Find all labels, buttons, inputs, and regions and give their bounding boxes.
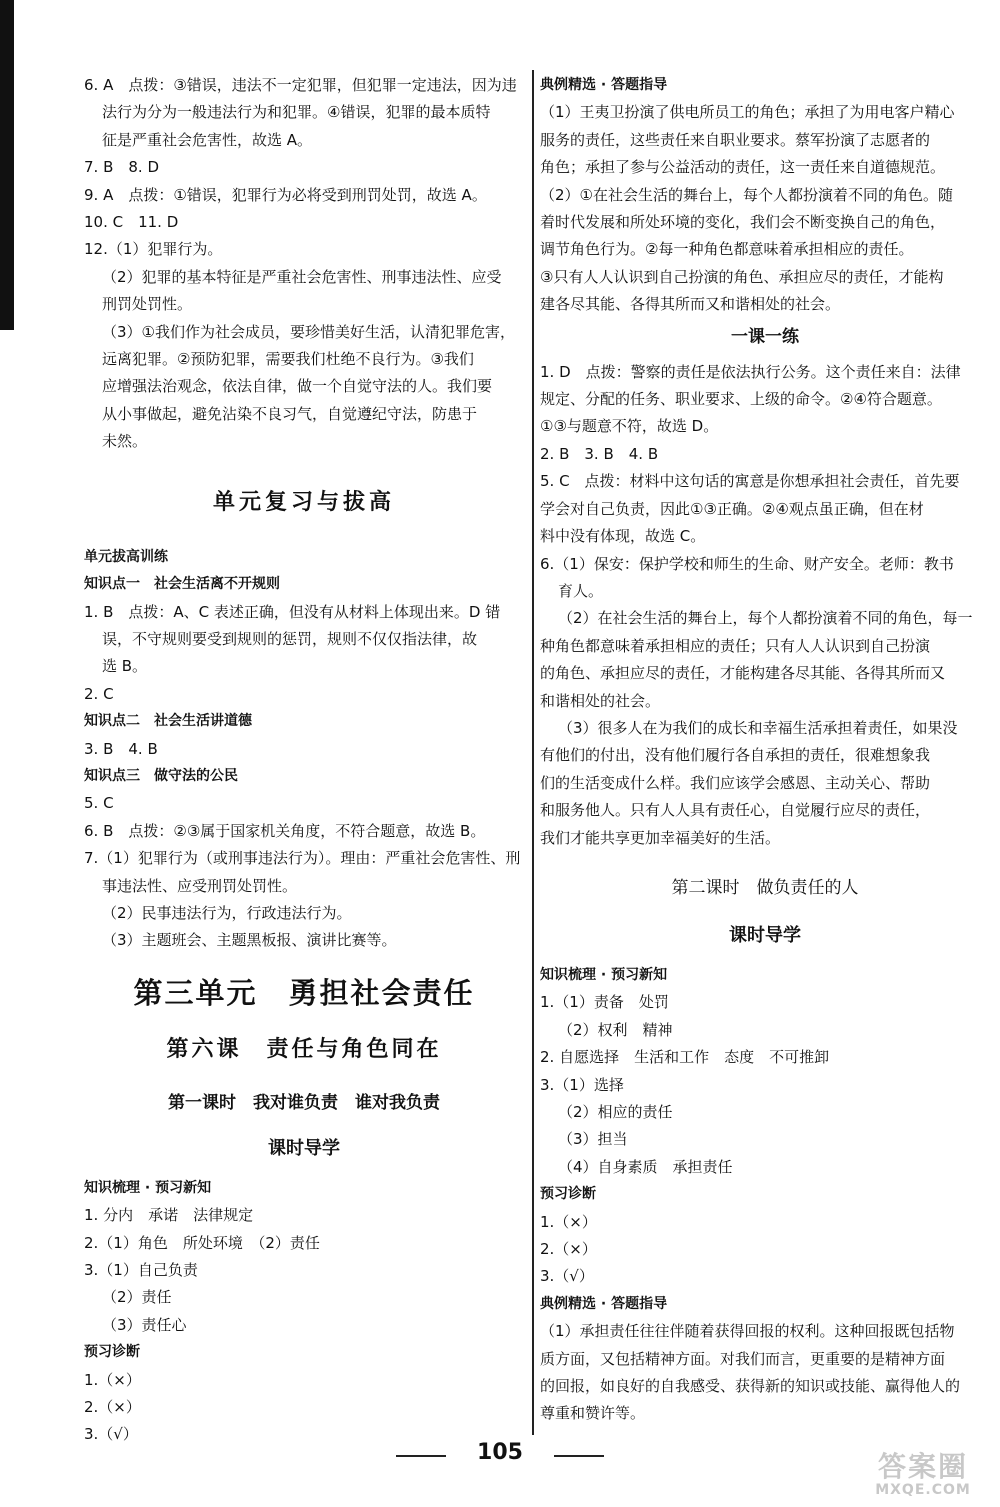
text-line: （1）王夷卫扮演了供电所员工的角色；承担了为用电客户精心 [540, 103, 955, 122]
watermark [858, 1452, 988, 1502]
text-line: 未然。 [102, 432, 148, 451]
footer-rule-right [554, 1455, 604, 1457]
watermark-url: MXQE.COM [875, 1482, 971, 1498]
subsection-label: 单元拔高训练 [84, 548, 168, 565]
text-line: 学会对自己负责，因此①③正确。②④观点虽正确，但在材 [540, 499, 924, 518]
text-line: 2.（×） [84, 1398, 141, 1417]
text-line: 和谐相处的社会。 [540, 691, 661, 710]
text-line: 规定、分配的任务、职业要求、上级的命令。②④符合题意。 [540, 390, 942, 409]
text-line: 角色；承担了参与公益活动的责任，这一责任来自道德规范。 [540, 158, 946, 177]
guide-title: 课时导学 [729, 924, 801, 946]
text-line: （3）①我们作为社会成员，要珍惜美好生活，认清犯罪危害， [102, 322, 515, 341]
subsection-label: 知识梳理 · 预习新知 [84, 1179, 212, 1196]
column-divider [532, 70, 534, 1435]
text-line: 事违法性、应受刑罚处罚性。 [102, 876, 298, 895]
page-number: 105 [477, 1440, 523, 1465]
text-line: 调节角色行为。②每一种角色都意味着承担相应的责任。 [540, 240, 914, 259]
text-line: 料中没有体现，故选 C。 [540, 527, 706, 546]
left-column [84, 72, 524, 1449]
right-column [540, 72, 990, 1428]
subsection-label: 预习诊断 [84, 1344, 140, 1361]
text-line: 尊重和赞许等。 [540, 1404, 646, 1423]
lesson-title: 第六课 责任与角色同在 [166, 1036, 442, 1062]
text-line: 误，不守规则要受到规则的惩罚，规则不仅仅指法律，故 [102, 629, 478, 648]
text-line: 我们才能共享更加幸福美好的生活。 [540, 828, 781, 847]
period-title: 第二课时 做负责任的人 [671, 877, 859, 898]
text-line: （3）主题班会、主题黑板报、演讲比赛等。 [102, 931, 397, 950]
subsection-label: 典例精选 · 答题指导 [540, 1295, 668, 1312]
text-line: 7.（1）犯罪行为（或刑事违法行为）。理由：严重社会危害性、刑 [84, 849, 521, 868]
text-line: 6. A 点拨：③错误，违法不一定犯罪，但犯罪一定违法，因为违 [84, 76, 517, 94]
text-line: 3.（√） [540, 1267, 594, 1286]
text-line: （2）在社会生活的舞台上，每个人都扮演着不同的角色，每一 [558, 609, 973, 628]
text-line: （2）相应的责任 [558, 1103, 673, 1121]
text-line: 3.（1）选择 [540, 1075, 624, 1094]
text-line: （1）承担责任往往伴随着获得回报的权利。这种回报既包括物 [540, 1322, 955, 1341]
text-line: 3. B 4. B [84, 739, 158, 758]
text-line: 1.（1）责备 处罚 [540, 993, 669, 1012]
text-line: 2. C [84, 684, 114, 703]
text-line: 选 B。 [102, 657, 148, 676]
section-title-review: 单元复习与拔高 [212, 489, 395, 515]
knowledge-point-heading: 知识点三 做守法的公民 [84, 767, 238, 784]
footer-rule-left [396, 1455, 446, 1457]
text-line: 9. A 点拨：①错误，犯罪行为必将受到刑罚处罚，故选 A。 [84, 185, 487, 204]
text-line: 2. 自愿选择 生活和工作 态度 不可推卸 [540, 1048, 830, 1067]
text-line: 6.（1）保安：保护学校和师生的生命、财产安全。老师：教书 [540, 554, 954, 573]
period-title: 第一课时 我对谁负责 谁对我负责 [168, 1092, 440, 1113]
text-line: （4）自身素质 承担责任 [558, 1157, 733, 1176]
text-line: 1.（×） [84, 1370, 141, 1389]
unit-title: 第三单元 勇担社会责任 [133, 975, 475, 1010]
text-line: 的角色、承担应尽的责任，才能构建各尽其能、各得其所而又 [540, 664, 946, 683]
text-line: 5. C 点拨：材料中这句话的寓意是你想承担社会责任，首先要 [540, 472, 960, 491]
answer-block-1 [84, 72, 524, 456]
text-line: 1.（×） [540, 1212, 597, 1231]
text-line: 服务的责任，这些责任来自职业要求。蔡军扮演了志愿者的 [540, 130, 931, 149]
text-line: （2）犯罪的基本特征是严重社会危害性、刑事违法性、应受 [102, 267, 502, 286]
text-line: 1. D 点拨：警察的责任是依法执行公务。这个责任来自：法律 [540, 362, 961, 381]
knowledge-point-heading: 知识点二 社会生活讲道德 [84, 713, 252, 730]
text-line: 们的生活变成什么样。我们应该学会感恩、主动关心、帮助 [540, 773, 931, 792]
text-line: 从小事做起，避免沾染不良习气，自觉遵纪守法，防患于 [102, 404, 478, 423]
text-line: （3）很多人在为我们的成长和幸福生活承担着责任，如果没 [558, 718, 958, 737]
text-line: 和服务他人。只有人人具有责任心，自觉履行应尽的责任， [540, 801, 931, 820]
subsection-label: 知识梳理 · 预习新知 [540, 966, 668, 983]
text-line: （3）责任心 [102, 1315, 187, 1334]
knowledge-point-heading: 知识点一 社会生活离不开规则 [84, 576, 280, 593]
text-line: ①③与题意不符，故选 D。 [540, 417, 719, 436]
text-line: 应增强法治观念，依法自律，做一个自觉守法的人。我们要 [102, 377, 493, 396]
text-line: 3.（√） [84, 1425, 138, 1444]
text-line: 5. C [84, 794, 114, 813]
text-line: 1. B 点拨：A、C 表述正确，但没有从材料上体现出来。D 错 [84, 602, 501, 621]
guide-title: 课时导学 [268, 1137, 340, 1159]
text-line: 刑罚处罚性。 [102, 295, 193, 314]
text-line: 育人。 [558, 581, 604, 600]
text-line: 2.（×） [540, 1240, 597, 1259]
text-line: 12.（1）犯罪行为。 [84, 240, 223, 259]
text-line: （2）①在社会生活的舞台上，每个人都扮演着不同的角色。随 [540, 185, 953, 204]
text-line: 2. B 3. B 4. B [540, 444, 659, 463]
text-line: （2）权利 精神 [558, 1020, 673, 1039]
text-line: ③只有人人认识到自己扮演的角色、承担应尽的责任，才能构 [540, 267, 944, 286]
binding-edge-bar [0, 0, 14, 330]
text-line: 质方面，又包括精神方面。对我们而言，更重要的是精神方面 [540, 1349, 946, 1368]
text-line: （3）担当 [558, 1130, 628, 1149]
text-line: 10. C 11. D [84, 213, 179, 232]
text-line: 有他们的付出，没有他们履行各自承担的责任，很难想象我 [540, 746, 931, 765]
page-footer [0, 1434, 1000, 1474]
text-line: 3.（1）自己负责 [84, 1261, 198, 1279]
subsection-label: 典例精选 · 答题指导 [540, 77, 668, 93]
text-line: 1. 分内 承诺 法律规定 [84, 1206, 254, 1225]
subsection-label: 预习诊断 [540, 1186, 596, 1203]
text-line: 的回报，如良好的自我感受、获得新的知识或技能、赢得他人的 [540, 1377, 961, 1396]
text-line: 7. B 8. D [84, 158, 160, 177]
text-line: （2）民事违法行为，行政违法行为。 [102, 903, 352, 922]
watermark-logo: 答案圈 [877, 1450, 968, 1483]
text-line: （2）责任 [102, 1288, 172, 1307]
text-line: 法行为分为一般违法行为和犯罪。④错误，犯罪的最本质特 [102, 103, 491, 122]
text-line: 2.（1）角色 所处环境 （2）责任 [84, 1233, 320, 1252]
text-line: 种角色都意味着承担相应的责任；只有人人认识到自己扮演 [540, 636, 931, 655]
text-line: 建各尽其能、各得其所而又和谐相处的社会。 [540, 295, 841, 314]
text-line: 6. B 点拨：②③属于国家机关角度，不符合题意，故选 B。 [84, 821, 486, 840]
text-line: 着时代发展和所处环境的变化，我们会不断变换自己的角色， [540, 213, 946, 232]
practice-title: 一课一练 [731, 326, 799, 347]
text-line: 远离犯罪。②预防犯罪，需要我们杜绝不良行为。③我们 [102, 350, 474, 369]
text-line: 征是严重社会危害性，故选 A。 [102, 130, 313, 149]
